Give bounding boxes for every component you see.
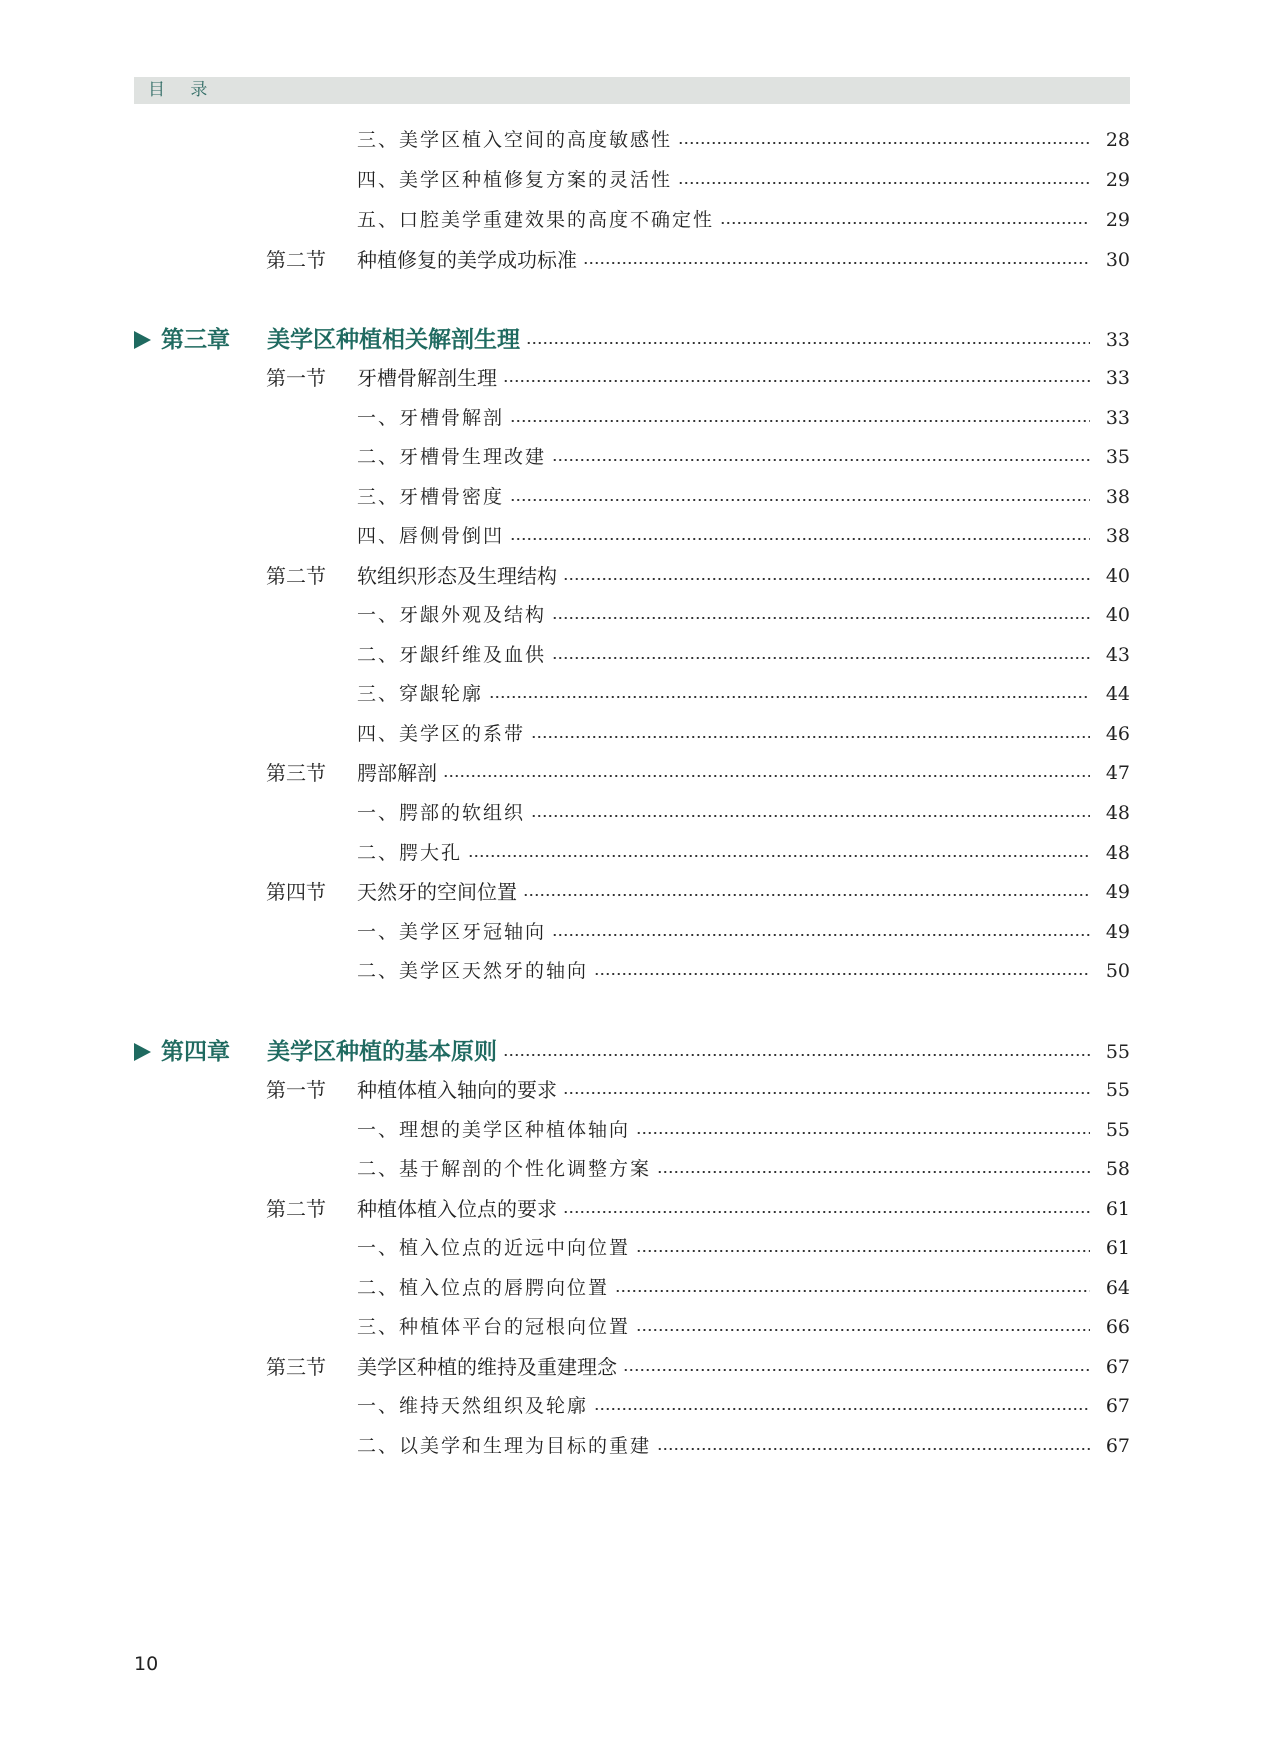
toc-entry-page: 33: [1105, 329, 1130, 351]
toc-entry-page: 40: [1105, 565, 1130, 587]
toc-entry-title: 三、美学区植入空间的高度敏感性: [357, 129, 673, 151]
toc-entry-page: 29: [1105, 169, 1130, 191]
toc-subsection-entry[interactable]: [0, 1112, 1280, 1148]
toc-section-entry[interactable]: [0, 558, 1280, 594]
toc-entry-page: 49: [1105, 921, 1130, 943]
toc-subsection-entry[interactable]: [0, 1309, 1280, 1345]
toc-entry-label: 第一节: [266, 366, 326, 390]
toc-leader-dots: [503, 1054, 1090, 1056]
toc-entry-title: 美学区种植的维持及重建理念: [357, 1355, 617, 1379]
toc-entry-page: 33: [1105, 367, 1130, 389]
header-bar: [134, 77, 1130, 104]
toc-entry-page: 61: [1105, 1198, 1130, 1220]
chapter-arrow-icon: [134, 1043, 151, 1061]
toc-entry-title: 三、牙槽骨密度: [357, 486, 505, 508]
toc-entry-label: 第二节: [266, 564, 326, 588]
toc-entry-page: 30: [1105, 249, 1130, 271]
toc-leader-dots: [563, 1211, 1090, 1213]
toc-entry-title: 二、基于解剖的个性化调整方案: [357, 1158, 652, 1180]
toc-subsection-entry[interactable]: [0, 1428, 1280, 1464]
toc-subsection-entry[interactable]: [0, 914, 1280, 950]
toc-entry-page: 40: [1105, 604, 1130, 626]
toc-subsection-entry[interactable]: [0, 1270, 1280, 1306]
toc-leader-dots: [720, 222, 1090, 224]
toc-entry-title: 牙槽骨解剖生理: [357, 366, 497, 390]
toc-entry-page: 47: [1105, 762, 1130, 784]
toc-section-entry[interactable]: [0, 360, 1280, 396]
toc-section-entry[interactable]: [0, 1191, 1280, 1227]
toc-entry-label: 第四节: [266, 880, 326, 904]
toc-entry-page: 55: [1105, 1119, 1130, 1141]
toc-leader-dots: [636, 1250, 1090, 1252]
toc-subsection-entry[interactable]: [0, 1230, 1280, 1266]
toc-leader-dots: [563, 1092, 1090, 1094]
toc-leader-dots: [552, 934, 1090, 936]
toc-subsection-entry[interactable]: [0, 479, 1280, 515]
toc-leader-dots: [657, 1171, 1090, 1173]
toc-leader-dots: [615, 1290, 1090, 1292]
toc-entry-title: 三、穿龈轮廓: [357, 683, 484, 705]
toc-entry-label: 第二节: [266, 1197, 326, 1221]
toc-chapter-entry[interactable]: [0, 322, 1280, 358]
toc-entry-title: 种植修复的美学成功标准: [357, 248, 577, 272]
toc-section-entry[interactable]: [0, 755, 1280, 791]
toc-leader-dots: [636, 1132, 1090, 1134]
toc-entry-label: 第三节: [266, 1355, 326, 1379]
toc-entry-page: 58: [1105, 1158, 1130, 1180]
toc-entry-title: 一、牙龈外观及结构: [357, 604, 547, 626]
toc-subsection-entry[interactable]: [0, 597, 1280, 633]
toc-entry-page: 38: [1105, 486, 1130, 508]
toc-leader-dots: [510, 499, 1090, 501]
toc-entry-title: 美学区种植相关解剖生理: [267, 327, 520, 353]
toc-entry-page: 50: [1105, 960, 1130, 982]
toc-subsection-entry[interactable]: [0, 716, 1280, 752]
toc-entry-page: 33: [1105, 407, 1130, 429]
toc-entry-title: 二、牙龈纤维及血供: [357, 644, 547, 666]
toc-entry-title: 一、牙槽骨解剖: [357, 407, 505, 429]
toc-leader-dots: [678, 142, 1090, 144]
toc-subsection-entry[interactable]: [0, 1388, 1280, 1424]
toc-subsection-entry[interactable]: [0, 835, 1280, 871]
toc-entry-title: 一、维持天然组织及轮廓: [357, 1395, 589, 1417]
toc-entry-page: 49: [1105, 881, 1130, 903]
toc-entry-page: 48: [1105, 842, 1130, 864]
toc-entry-title: 二、牙槽骨生理改建: [357, 446, 547, 468]
toc-entry-page: 67: [1105, 1395, 1130, 1417]
toc-entry-page: 66: [1105, 1316, 1130, 1338]
toc-entry-title: 一、美学区牙冠轴向: [357, 921, 547, 943]
toc-entry-label: 第四章: [161, 1039, 230, 1065]
toc-leader-dots: [531, 815, 1090, 817]
toc-entry-title: 天然牙的空间位置: [357, 880, 517, 904]
toc-subsection-entry[interactable]: [0, 439, 1280, 475]
toc-subsection-entry[interactable]: [0, 637, 1280, 673]
toc-subsection-entry[interactable]: [0, 518, 1280, 554]
toc-leader-dots: [443, 775, 1090, 777]
toc-leader-dots: [594, 1408, 1090, 1410]
toc-entry-title: 四、美学区的系带: [357, 723, 526, 745]
page-number: 10: [134, 1653, 159, 1675]
toc-entry-page: 38: [1105, 525, 1130, 547]
toc-leader-dots: [503, 380, 1090, 382]
toc-subsection-entry[interactable]: [0, 122, 1280, 158]
toc-leader-dots: [526, 342, 1090, 344]
toc-subsection-entry[interactable]: [0, 1151, 1280, 1187]
toc-leader-dots: [489, 696, 1090, 698]
toc-entry-label: 第三章: [161, 327, 230, 353]
toc-entry-title: 软组织形态及生理结构: [357, 564, 557, 588]
header-title: 目 录: [148, 80, 218, 100]
toc-leader-dots: [594, 973, 1090, 975]
toc-entry-page: 35: [1105, 446, 1130, 468]
toc-entry-page: 61: [1105, 1237, 1130, 1259]
toc-entry-title: 种植体植入位点的要求: [357, 1197, 557, 1221]
toc-entry-title: 腭部解剖: [357, 761, 437, 785]
toc-section-entry[interactable]: [0, 1349, 1280, 1385]
toc-entry-title: 四、唇侧骨倒凹: [357, 525, 505, 547]
toc-section-entry[interactable]: [0, 242, 1280, 278]
toc-leader-dots: [510, 420, 1090, 422]
toc-entry-page: 67: [1105, 1435, 1130, 1457]
toc-leader-dots: [583, 262, 1090, 264]
toc-entry-title: 美学区种植的基本原则: [267, 1039, 497, 1065]
toc-entry-page: 29: [1105, 209, 1130, 231]
toc-leader-dots: [552, 617, 1090, 619]
toc-entry-title: 二、以美学和生理为目标的重建: [357, 1435, 652, 1457]
toc-entry-page: 46: [1105, 723, 1130, 745]
toc-entry-page: 67: [1105, 1356, 1130, 1378]
toc-entry-title: 三、种植体平台的冠根向位置: [357, 1316, 631, 1338]
toc-leader-dots: [510, 538, 1090, 540]
toc-entry-label: 第二节: [266, 248, 326, 272]
chapter-arrow-icon: [134, 331, 151, 349]
toc-entry-title: 一、腭部的软组织: [357, 802, 526, 824]
toc-entry-title: 一、理想的美学区种植体轴向: [357, 1119, 631, 1141]
toc-entry-title: 四、美学区种植修复方案的灵活性: [357, 169, 673, 191]
toc-entry-label: 第三节: [266, 761, 326, 785]
toc-entry-title: 二、美学区天然牙的轴向: [357, 960, 589, 982]
toc-entry-page: 55: [1105, 1041, 1130, 1063]
toc-entry-title: 一、植入位点的近远中向位置: [357, 1237, 631, 1259]
toc-entry-page: 48: [1105, 802, 1130, 824]
toc-entry-page: 44: [1105, 683, 1130, 705]
toc-leader-dots: [552, 657, 1090, 659]
toc-leader-dots: [623, 1369, 1090, 1371]
toc-entry-page: 64: [1105, 1277, 1130, 1299]
toc-chapter-entry[interactable]: [0, 1034, 1280, 1070]
toc-entry-title: 二、腭大孔: [357, 842, 463, 864]
toc-leader-dots: [678, 182, 1090, 184]
toc-section-entry[interactable]: [0, 874, 1280, 910]
toc-entry-title: 五、口腔美学重建效果的高度不确定性: [357, 209, 715, 231]
toc-entry-title: 种植体植入轴向的要求: [357, 1078, 557, 1102]
toc-leader-dots: [636, 1329, 1090, 1331]
toc-leader-dots: [563, 578, 1090, 580]
toc-subsection-entry[interactable]: [0, 795, 1280, 831]
toc-subsection-entry[interactable]: [0, 202, 1280, 238]
toc-entry-page: 28: [1105, 129, 1130, 151]
toc-entry-title: 二、植入位点的唇腭向位置: [357, 1277, 610, 1299]
toc-subsection-entry[interactable]: [0, 162, 1280, 198]
toc-subsection-entry[interactable]: [0, 400, 1280, 436]
toc-subsection-entry[interactable]: [0, 676, 1280, 712]
toc-leader-dots: [468, 855, 1090, 857]
toc-entry-page: 43: [1105, 644, 1130, 666]
toc-subsection-entry[interactable]: [0, 953, 1280, 989]
toc-leader-dots: [523, 894, 1090, 896]
toc-entry-page: 55: [1105, 1079, 1130, 1101]
toc-section-entry[interactable]: [0, 1072, 1280, 1108]
toc-leader-dots: [552, 459, 1090, 461]
toc-entry-label: 第一节: [266, 1078, 326, 1102]
toc-leader-dots: [657, 1448, 1090, 1450]
toc-leader-dots: [531, 736, 1090, 738]
